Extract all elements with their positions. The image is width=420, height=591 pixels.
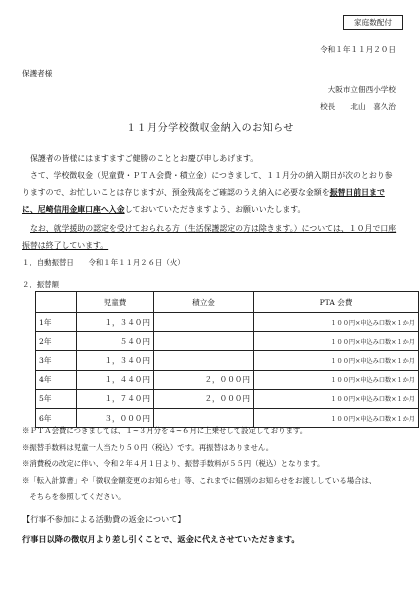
notes <box>22 423 412 506</box>
distribution-badge: 家庭数配付 <box>343 15 403 30</box>
principal-name: 校長 北山 喜久治 <box>320 102 396 111</box>
child-fee-cell: １，７４０円 <box>77 389 154 408</box>
savings-cell <box>154 313 254 332</box>
page-title: １１月分学校徴収金納入のお知らせ <box>126 123 294 134</box>
pta-fee-cell: １００円×申込み口数×１か月 <box>254 332 419 351</box>
child-fee-cell: １，３４０円 <box>77 313 154 332</box>
note-item: ※ＰＴＡ会費につきましては、１~３月分を４~６月に上乗せして設定しております。 <box>22 426 308 435</box>
refund-section-heading: 【行事不参加による活動費の返金について】 <box>22 514 186 524</box>
grade-cell: 3年 <box>36 351 77 370</box>
table-row <box>36 351 419 370</box>
child-fee-cell: ３，０００円 <box>77 408 154 427</box>
note-item: そちらを参照してください。 <box>22 492 126 501</box>
body-paragraph-2 <box>22 220 400 254</box>
greeting <box>22 150 400 167</box>
transfer-date-item: １．自動振替日 令和１年１１月２６日（火） <box>22 258 185 267</box>
savings-cell: ２，０００円 <box>154 389 254 408</box>
grade-cell: 2年 <box>36 332 77 351</box>
pta-fee-cell: １００円×申込み口数×１か月 <box>254 351 419 370</box>
school-name: 大阪市立佃西小学校 <box>327 85 396 94</box>
pta-fee-cell: １００円×申込み口数×１か月 <box>254 370 419 389</box>
child-fee-cell: １，３４０円 <box>77 351 154 370</box>
note-item: ※「転入計算書」や「徴収金額変更のお知らせ」等、これまでに個別のお知らせをお渡ししている場合は、 <box>22 475 377 485</box>
pta-fee-cell: １００円×申込み口数×１か月 <box>254 313 419 332</box>
table-row <box>36 313 419 332</box>
child-fee-cell: １，４４０円 <box>77 370 154 389</box>
savings-cell <box>154 351 254 370</box>
grade-cell: 1年 <box>36 313 77 332</box>
refund-section-text: 行事日以降の徴収月より差し引くことで、返金に代えさせていただきます。 <box>22 534 300 544</box>
pta-fee-cell: １００円×申込み口数×１か月 <box>254 389 419 408</box>
body-p1-tail: しておいていただきますよう、お願いいたします。 <box>124 205 306 215</box>
header-pta-fee: PTA 会費 <box>254 292 419 313</box>
addressee: 保護者様 <box>22 69 53 78</box>
fee-table <box>35 291 419 428</box>
pta-fee-cell: １００円×申込み口数×１か月 <box>254 408 419 427</box>
body-p2-text: なお、就学援助の認定を受けておられる方（生活保護認定の方は除きます。）については、１０月で口座振替は終了しています。 <box>22 224 397 251</box>
header-grade <box>36 292 77 313</box>
child-fee-cell: ５４０円 <box>77 332 154 351</box>
note-item: ※消費税の改定に伴い、令和２年４月１日より、振替手数料が５５円（税込）となります。 <box>22 459 325 468</box>
issue-date: 令和１年１１月２０日 <box>320 45 396 54</box>
note-item: ※振替手数料は児童一人当たり５０円（税込）です。再振替はありません。 <box>22 442 274 452</box>
table-row <box>36 332 419 351</box>
table-row <box>36 389 419 408</box>
greeting-text: 保護者の皆様にはますますご健勝のこととお慶び申しあげます。 <box>30 154 259 163</box>
body-paragraph-1 <box>22 167 400 219</box>
body-p1-text: さて、学校徴収金（児童費・ＰＴＡ会費・積立金）につきまして、１１月分の納入期日が次のとおり参りますので、お忙しいことは存じますが、預金残高をご確認のうえ納入に必要な金額を <box>22 171 393 198</box>
grade-cell: 4年 <box>36 370 77 389</box>
body-p1-emphasis: 振替日前日までに、尼崎信用金庫口座へ入金 <box>22 188 385 215</box>
table-row <box>36 370 419 389</box>
savings-cell <box>154 332 254 351</box>
grade-cell: 6年 <box>36 408 77 427</box>
savings-cell: ２，０００円 <box>154 370 254 389</box>
transfer-amount-item: ２．振替額 <box>22 280 59 289</box>
header-savings: 積立金 <box>154 292 254 313</box>
fee-table-header <box>36 292 419 313</box>
header-child-fee: 児童費 <box>77 292 154 313</box>
grade-cell: 5年 <box>36 389 77 408</box>
